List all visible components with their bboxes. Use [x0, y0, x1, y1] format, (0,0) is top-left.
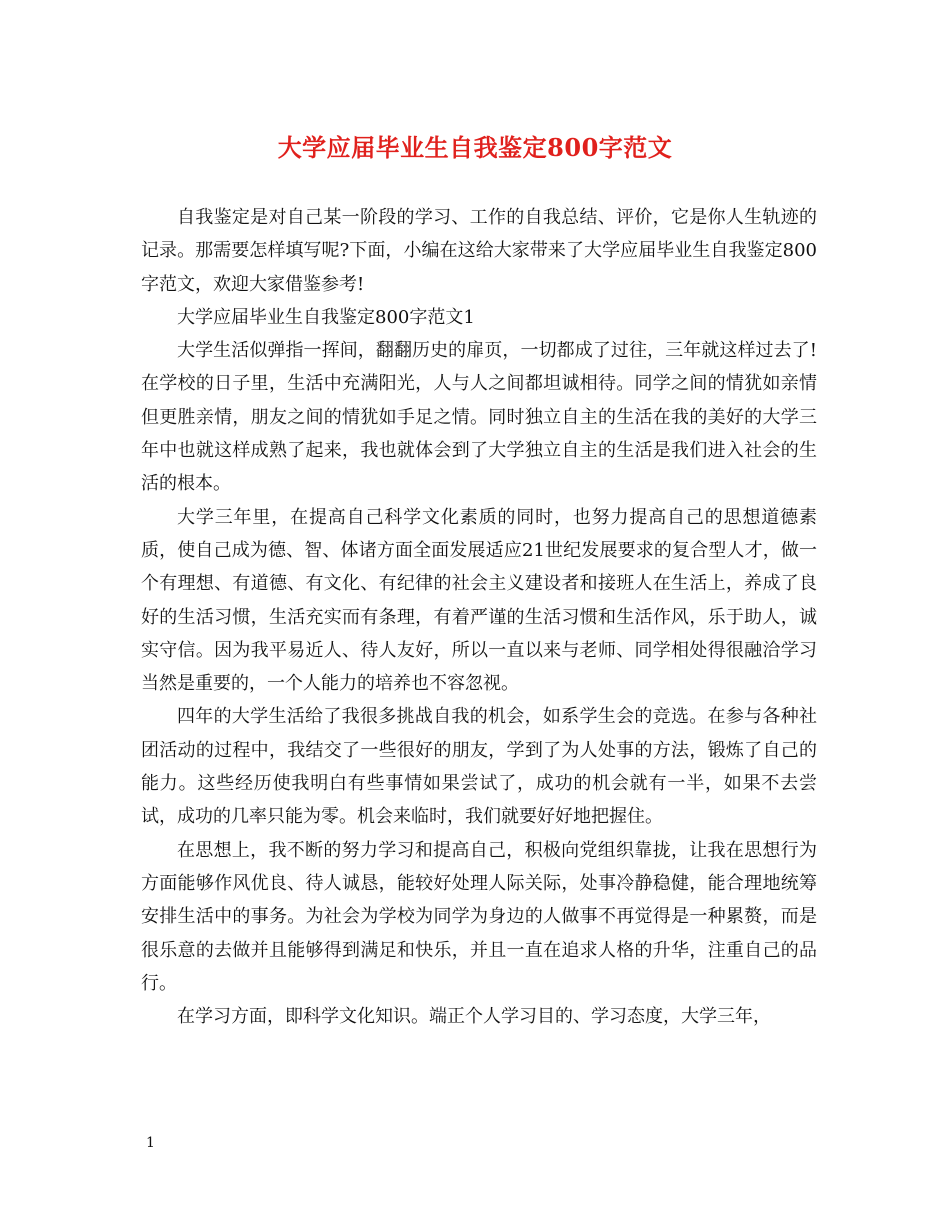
- paragraph-intro: 自我鉴定是对自己某一阶段的学习、工作的自我总结、评价，它是你人生轨迹的记录。那需要怎样填写呢?下面，小编在这给大家带来了大学应届毕业生自我鉴定800字范文，欢迎大家借鉴参考!: [141, 207, 817, 295]
- paragraph-thought: 在思想上，我不断的努力学习和提高自己，积极向党组织靠拢，让我在思想行为方面能够作风优良、待人诚恳，能较好处理人际关际，处事冷静稳健，能合理地统筹安排生活中的事务。为社会为学校为同学为身边的人做事不再觉得是一种累赘，而是很乐意的去做并且能够得到满足和快乐，并且一直在追求人格的升华，注重自己的品行。: [141, 839, 817, 994]
- page-number: 1: [146, 1135, 155, 1151]
- document-title: 大学应届毕业生自我鉴定800字范文: [277, 133, 673, 162]
- document-body: [141, 201, 817, 1033]
- section-heading: 大学应届毕业生自我鉴定800字范文1: [177, 306, 475, 328]
- paragraph-moral-quality: 大学三年里，在提高自己科学文化素质的同时，也努力提高自己的思想道德素质，使自己成为德、智、体诸方面全面发展适应21世纪发展要求的复合型人才，做一个有理想、有道德、有文化、有纪律的社会主义建设者和接班人在生活上，养成了良好的生活习惯，生活充实而有条理，有着严谨的生活习惯和生活作风，乐于助人，诚实守信。因为我平易近人、待人友好，所以一直以来与老师、同学相处得很融洽学习当然是重要的，一个人能力的培养也不容忽视。: [141, 506, 817, 695]
- paragraph-college-life: 大学生活似弹指一挥间，翻翻历史的扉页，一切都成了过往，三年就这样过去了!在学校的日子里，生活中充满阳光，人与人之间都坦诚相待。同学之间的情犹如亲情但更胜亲情，朋友之间的情犹如手足之情。同时独立自主的生活在我的美好的大学三年中也就这样成熟了起来，我也就体会到了大学独立自主的生活是我们进入社会的生活的根本。: [141, 340, 817, 495]
- paragraph-study: 在学习方面，即科学文化知识。端正个人学习目的、学习态度，大学三年，: [177, 1006, 771, 1028]
- paragraph-challenges: 四年的大学生活给了我很多挑战自我的机会，如系学生会的竞选。在参与各种社团活动的过程中，我结交了一些很好的朋友，学到了为人处事的方法，锻炼了自己的能力。这些经历使我明白有些事情如果尝试了，成功的机会就有一半，如果不去尝试，成功的几率只能为零。机会来临时，我们就要好好地把握住。: [141, 706, 817, 828]
